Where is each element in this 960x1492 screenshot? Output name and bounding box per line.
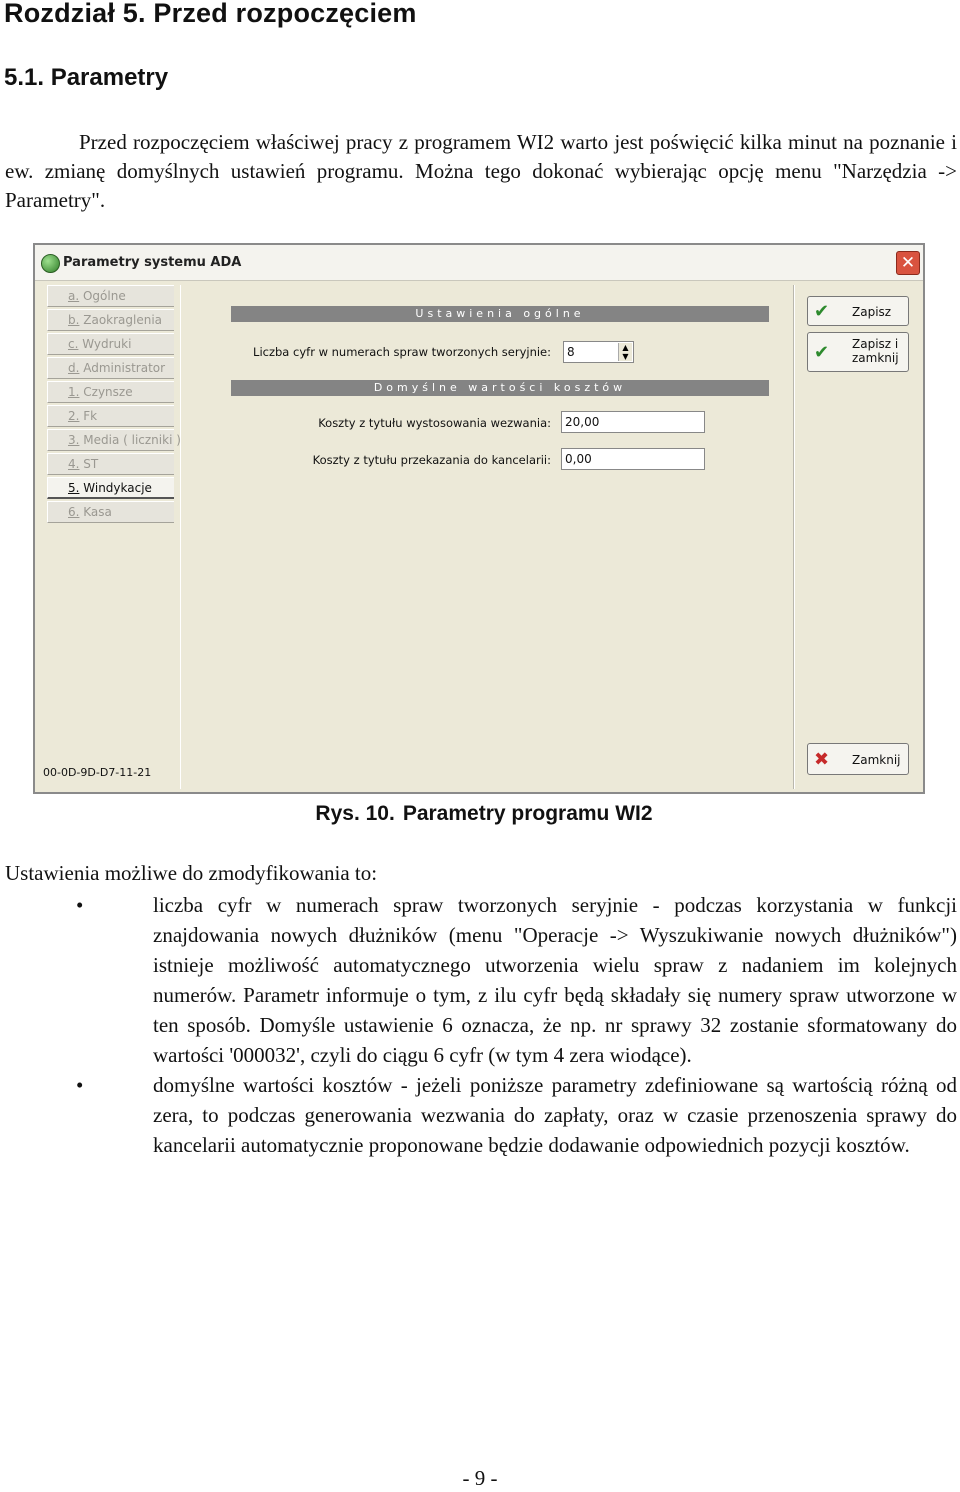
caption-prefix: Rys. 10. [315,802,395,825]
section-header-general: Ustawienia ogólne [231,306,769,322]
nav-key: a. [68,289,80,303]
digits-label: Liczba cyfr w numerach spraw tworzonych seryjnie: [253,345,551,359]
nav-key: 2. [68,409,80,423]
nav-label: Zaokraglenia [79,313,163,327]
list-item [0,1070,957,1160]
save-and-close-button[interactable] [807,332,909,372]
nav-key: 5. [68,481,80,495]
bullet-icon: • [76,893,84,917]
spinner-arrows-icon[interactable] [618,343,632,361]
summons-cost-label: Koszty z tytułu wystosowania wezwania: [318,416,551,430]
transfer-cost-label: Koszty z tytułu przekazania do kancelarii: [312,453,551,467]
list-item [0,890,957,1070]
save-label: Zapisz [852,305,892,319]
settings-list [0,890,957,1160]
settings-panel [180,285,785,789]
list-item-text: liczba cyfr w numerach spraw tworzonych seryjnie - podczas korzystania w funkcji znajdowania nowych dłużników (menu "Operacje -> Wyszukiwanie nowych dłużników") istnieje możliwość automatycznego utworzenia wielu spraw z nadaniem im kolejnych numerów. Parametr informuje o tym, z ilu cyfr będą składały się numery spraw utworzone w ten sposób. Domyśle ustawienie 6 oznacza, że np. nr sprawy 32 zostanie sformatowany do wartości '000032', czyli do ciągu 6 cyfr (w tym 4 zera wiodące). [153,893,957,1067]
spin-up-icon[interactable]: ▲ [622,343,629,352]
nav-label: Administrator [79,361,166,375]
page-number: - 9 - [462,1466,498,1490]
save-close-line-1: Zapisz i [852,337,899,351]
intro-text: Przed rozpoczęciem właściwej pracy z programem WI2 warto jest poświęcić kilka minut na poznanie i ew. zmianę domyślnych ustawień programu. Można tego dokonać wybierając opcję menu "Narzędzia -> Parametry". [5,130,957,212]
nav-label: Wydruki [78,337,132,351]
settings-nav [47,285,181,525]
nav-item-kasa[interactable] [47,501,174,523]
nav-item-wydruki[interactable] [47,333,174,355]
nav-label: Windykacje [79,481,152,495]
nav-label: Fk [79,409,98,423]
nav-item-ogolne[interactable] [47,285,174,307]
nav-key: 3. [68,433,80,447]
close-window-button[interactable]: ✕ [896,251,920,275]
digits-spinner[interactable] [563,341,634,363]
x-icon: ✖ [814,749,830,770]
nav-key: b. [68,313,80,327]
digits-value: 8 [567,345,575,359]
check-icon: ✔ [814,301,830,322]
nav-item-windykacje[interactable] [47,477,174,499]
nav-item-czynsze[interactable] [47,381,174,403]
nav-label: Media ( liczniki ) [79,433,181,447]
nav-item-st[interactable] [47,453,174,475]
section-header-costs: Domyślne wartości kosztów [231,380,769,396]
summons-cost-input[interactable]: 20,00 [561,411,705,433]
nav-key: c. [68,337,79,351]
nav-item-zaokraglenia[interactable] [47,309,174,331]
save-button[interactable] [807,296,909,326]
nav-item-media[interactable] [47,429,181,451]
chapter-heading: Rozdział 5. Przed rozpoczęciem [4,0,417,28]
save-close-line-2: zamknij [852,351,899,365]
save-close-label [852,337,899,365]
nav-key: 6. [68,505,80,519]
nav-item-fk[interactable] [47,405,174,427]
list-item-text: domyślne wartości kosztów - jeżeli poniższe parametry zdefiniowane są wartością różną od zera, to podczas generowania wezwania do zapłaty, oraz w czasie przenoszenia sprawy do kancelarii automatycznie proponowane będzie dodawanie odpowiednich pozycji kosztów. [153,1073,957,1157]
caption-text: Parametry programu WI2 [402,802,653,825]
close-label: Zamknij [852,753,901,767]
section-heading: 5.1. Parametry [4,64,169,91]
nav-label: Kasa [79,505,112,519]
nav-label: ST [79,457,99,471]
dialog-title: Parametry systemu ADA [63,255,242,270]
figure-caption [0,802,960,826]
nav-item-administrator[interactable] [47,357,174,379]
transfer-cost-input[interactable]: 0,00 [561,448,705,470]
bullet-icon: • [76,1073,84,1097]
intro-paragraph [5,128,957,215]
spin-down-icon[interactable]: ▼ [622,352,629,361]
app-icon [41,254,60,273]
nav-key: d. [68,361,80,375]
nav-key: 4. [68,457,80,471]
dialog-titlebar [35,245,923,281]
nav-label: Ogólne [79,289,126,303]
nav-key: 1. [68,385,80,399]
parameters-dialog [33,243,925,794]
machine-id: 00-0D-9D-D7-11-21 [43,766,152,779]
check-icon: ✔ [814,342,830,363]
vertical-separator [793,285,795,789]
nav-label: Czynsze [79,385,133,399]
close-button[interactable] [807,743,909,775]
settings-intro: Ustawienia możliwe do zmodyfikowania to: [5,861,378,885]
